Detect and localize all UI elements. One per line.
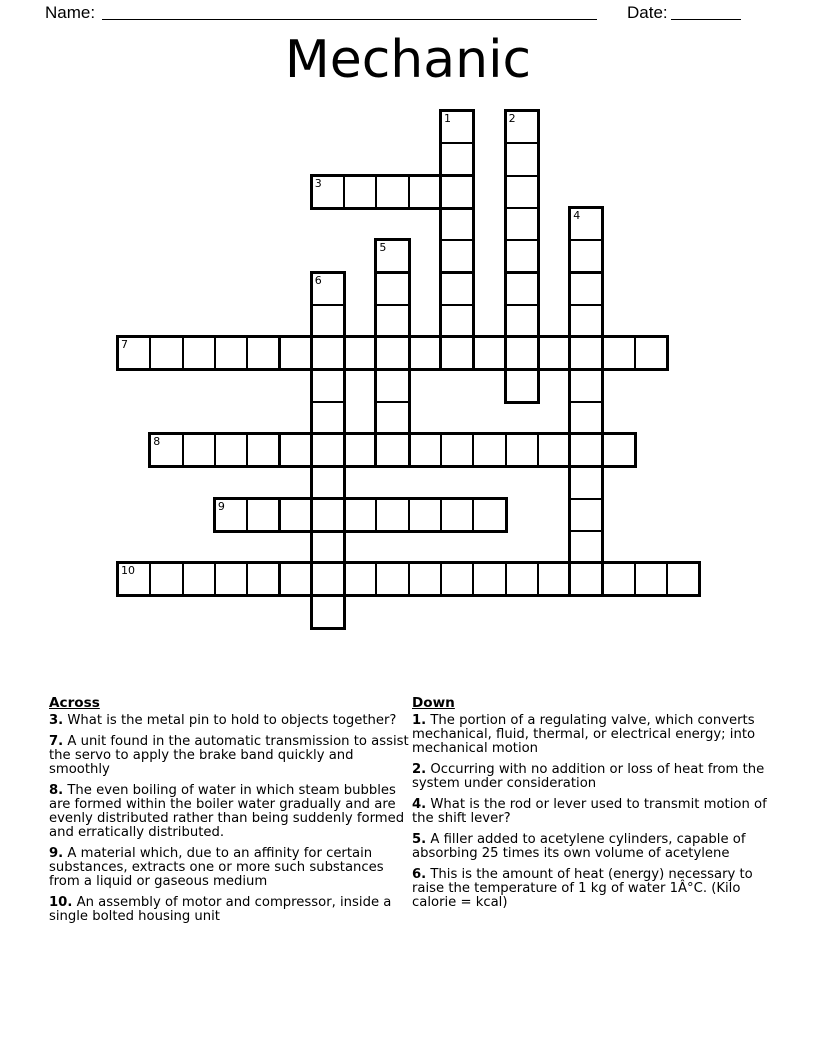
crossword-cell[interactable] bbox=[214, 433, 248, 467]
crossword-cell[interactable] bbox=[408, 498, 442, 532]
crossword-cell[interactable] bbox=[602, 336, 636, 370]
crossword-cell[interactable] bbox=[375, 562, 409, 596]
crossword-cell[interactable] bbox=[505, 336, 539, 370]
crossword-cell[interactable] bbox=[149, 433, 183, 467]
crossword-cell[interactable] bbox=[440, 207, 474, 241]
crossword-cell[interactable] bbox=[375, 304, 409, 338]
crossword-cell[interactable] bbox=[214, 562, 248, 596]
crossword-cell[interactable] bbox=[117, 336, 151, 370]
clue-number: 1. bbox=[412, 713, 427, 729]
crossword-cell[interactable] bbox=[246, 433, 280, 467]
clue-number-in-cell: 6 bbox=[314, 273, 322, 287]
clue-number-in-cell: 10 bbox=[121, 564, 135, 578]
crossword-cell[interactable] bbox=[569, 304, 603, 338]
clue-text: This is the amount of heat (energy) necessary to raise the temperature of 1 kg of water 1Â°C. (Kilo calorie = kcal) bbox=[412, 867, 753, 911]
down-heading: Down bbox=[412, 695, 455, 711]
crossword-cell[interactable] bbox=[440, 175, 474, 209]
clue-number-in-cell: 9 bbox=[217, 499, 225, 513]
crossword-cell[interactable] bbox=[440, 110, 474, 144]
crossword-cell[interactable] bbox=[602, 562, 636, 596]
crossword-cell[interactable] bbox=[505, 142, 539, 176]
crossword-cell[interactable] bbox=[375, 368, 409, 402]
crossword-cell[interactable] bbox=[505, 368, 539, 402]
crossword-cell[interactable] bbox=[472, 433, 506, 467]
across-clue-list bbox=[49, 714, 413, 924]
crossword-cell[interactable] bbox=[311, 175, 345, 209]
crossword-cell[interactable] bbox=[440, 272, 474, 306]
crossword-cell[interactable] bbox=[343, 498, 377, 532]
crossword-cell[interactable] bbox=[440, 304, 474, 338]
name-label: Name: bbox=[45, 3, 96, 22]
clue-text: A filler added to acetylene cylinders, capable of absorbing 25 times its own volume of acetylene bbox=[412, 832, 746, 862]
crossword-cell[interactable] bbox=[440, 336, 474, 370]
crossword-cell[interactable] bbox=[149, 336, 183, 370]
clue-number: 9. bbox=[49, 846, 64, 862]
crossword-cell[interactable] bbox=[279, 498, 313, 532]
crossword-cell[interactable] bbox=[505, 207, 539, 241]
clue-number-in-cell: 2 bbox=[508, 112, 516, 125]
crossword-cell[interactable] bbox=[311, 530, 345, 564]
clue-number-in-cell: 7 bbox=[121, 338, 128, 352]
crossword-cell[interactable] bbox=[311, 595, 345, 629]
clue-number-in-cell: 1 bbox=[444, 112, 451, 125]
clue-text: An assembly of motor and compressor, inside a single bolted housing unit bbox=[49, 895, 392, 925]
crossword-cell[interactable] bbox=[505, 239, 539, 273]
crossword-cell[interactable] bbox=[375, 433, 409, 467]
clue-item bbox=[49, 784, 413, 840]
crossword-cell[interactable] bbox=[311, 562, 345, 596]
crossword-cell[interactable] bbox=[246, 498, 280, 532]
crossword-cell[interactable] bbox=[472, 562, 506, 596]
clue-number: 8. bbox=[49, 783, 64, 799]
crossword-cell[interactable] bbox=[440, 433, 474, 467]
clue-text: What is the metal pin to hold to objects together? bbox=[63, 713, 397, 729]
crossword-cell[interactable] bbox=[375, 498, 409, 532]
crossword-cell[interactable] bbox=[343, 175, 377, 209]
down-clue-list bbox=[412, 714, 774, 910]
crossword-cell[interactable] bbox=[375, 175, 409, 209]
crossword-cell[interactable] bbox=[408, 562, 442, 596]
crossword-cell[interactable] bbox=[569, 207, 603, 241]
crossword-cell[interactable] bbox=[569, 562, 603, 596]
clue-item bbox=[49, 847, 413, 889]
crossword-cell[interactable] bbox=[569, 272, 603, 306]
clue-number: 10. bbox=[49, 895, 73, 911]
crossword-cell[interactable] bbox=[408, 336, 442, 370]
crossword-cell[interactable] bbox=[569, 239, 603, 273]
clue-item bbox=[49, 896, 413, 924]
crossword-cell[interactable] bbox=[246, 336, 280, 370]
clue-text: The even boiling of water in which steam bubbles are formed within the boiler water gradually and are evenly distributed rather than being suddenly formed and erratically distributed. bbox=[49, 783, 405, 841]
crossword-cell[interactable] bbox=[569, 336, 603, 370]
crossword-cell[interactable] bbox=[569, 368, 603, 402]
clue-number: 4. bbox=[412, 797, 427, 813]
crossword-cell[interactable] bbox=[472, 336, 506, 370]
crossword-cell[interactable] bbox=[375, 239, 409, 273]
crossword-cell[interactable] bbox=[505, 272, 539, 306]
crossword-cell[interactable] bbox=[408, 175, 442, 209]
crossword-cell[interactable] bbox=[246, 562, 280, 596]
crossword-cell[interactable] bbox=[311, 368, 345, 402]
crossword-cell[interactable] bbox=[569, 465, 603, 499]
crossword-cell[interactable] bbox=[311, 272, 345, 306]
crossword-cell[interactable] bbox=[602, 433, 636, 467]
crossword-cell[interactable] bbox=[408, 433, 442, 467]
puzzle-title: Mechanic bbox=[284, 30, 532, 90]
crossword-cell[interactable] bbox=[182, 562, 216, 596]
crossword-cell[interactable] bbox=[505, 110, 539, 144]
date-label: Date: bbox=[627, 3, 668, 22]
across-heading: Across bbox=[49, 695, 100, 711]
clue-number: 5. bbox=[412, 832, 427, 848]
clue-item bbox=[412, 714, 774, 756]
crossword-cell[interactable] bbox=[343, 433, 377, 467]
clue-number: 3. bbox=[49, 713, 64, 729]
clue-number: 6. bbox=[412, 867, 427, 883]
crossword-cell[interactable] bbox=[569, 433, 603, 467]
crossword-cell[interactable] bbox=[537, 336, 571, 370]
clue-number-in-cell: 3 bbox=[314, 176, 322, 190]
clue-text: A material which, due to an affinity for certain substances, extracts one or more such substances from a liquid or gaseous medium bbox=[49, 846, 384, 890]
crossword-cell[interactable] bbox=[375, 336, 409, 370]
clue-number: 7. bbox=[49, 734, 64, 750]
crossword-cell[interactable] bbox=[182, 433, 216, 467]
crossword-cell[interactable] bbox=[311, 433, 345, 467]
clue-text: The portion of a regulating valve, which converts mechanical, fluid, thermal, or electrical energy; into mechanical motion bbox=[412, 713, 756, 757]
crossword-cell[interactable] bbox=[279, 336, 313, 370]
clue-item bbox=[412, 798, 774, 826]
crossword-cell[interactable] bbox=[440, 239, 474, 273]
crossword-cell[interactable] bbox=[666, 562, 700, 596]
crossword-cell[interactable] bbox=[440, 562, 474, 596]
crossword-cell[interactable] bbox=[505, 562, 539, 596]
crossword-cell[interactable] bbox=[634, 336, 668, 370]
crossword-cell[interactable] bbox=[311, 304, 345, 338]
down-clues-section bbox=[412, 696, 774, 917]
crossword-cell[interactable] bbox=[214, 336, 248, 370]
crossword-cell[interactable] bbox=[311, 465, 345, 499]
crossword-cell[interactable] bbox=[343, 562, 377, 596]
crossword-cell[interactable] bbox=[117, 562, 151, 596]
crossword-cell[interactable] bbox=[279, 562, 313, 596]
crossword-cell[interactable] bbox=[375, 401, 409, 435]
crossword-cell[interactable] bbox=[569, 401, 603, 435]
clue-text: Occurring with no addition or loss of heat from the system under consideration bbox=[412, 762, 765, 792]
clue-item bbox=[49, 735, 413, 777]
crossword-cell[interactable] bbox=[214, 498, 248, 532]
crossword-cell[interactable] bbox=[537, 562, 571, 596]
across-clues-section bbox=[49, 696, 413, 931]
clue-text: What is the rod or lever used to transmit motion of the shift lever? bbox=[412, 797, 767, 827]
clue-item bbox=[412, 868, 774, 910]
crossword-cell[interactable] bbox=[311, 401, 345, 435]
clue-number-in-cell: 4 bbox=[573, 208, 581, 222]
crossword-cell[interactable] bbox=[375, 272, 409, 306]
clue-item bbox=[49, 714, 413, 728]
crossword-cell[interactable] bbox=[569, 530, 603, 564]
crossword-cell[interactable] bbox=[440, 142, 474, 176]
crossword-cell[interactable] bbox=[634, 562, 668, 596]
crossword-cell[interactable] bbox=[343, 336, 377, 370]
clue-number: 2. bbox=[412, 762, 427, 778]
crossword-cell[interactable] bbox=[505, 433, 539, 467]
crossword-cell[interactable] bbox=[279, 433, 313, 467]
crossword-cell[interactable] bbox=[182, 336, 216, 370]
crossword-cell[interactable] bbox=[569, 498, 603, 532]
crossword-cell[interactable] bbox=[311, 498, 345, 532]
crossword-cell[interactable] bbox=[505, 304, 539, 338]
crossword-cell[interactable] bbox=[311, 336, 345, 370]
clue-number-in-cell: 5 bbox=[379, 241, 387, 255]
clue-text: A unit found in the automatic transmission to assist the servo to apply the brake band quickly and smoothly bbox=[49, 734, 409, 778]
crossword-cell[interactable] bbox=[149, 562, 183, 596]
clue-item bbox=[412, 763, 774, 791]
crossword-cell[interactable] bbox=[472, 498, 506, 532]
clue-item bbox=[412, 833, 774, 861]
crossword-cell[interactable] bbox=[440, 498, 474, 532]
crossword-cell[interactable] bbox=[505, 175, 539, 209]
crossword-cell[interactable] bbox=[537, 433, 571, 467]
clue-number-in-cell: 8 bbox=[153, 435, 161, 448]
